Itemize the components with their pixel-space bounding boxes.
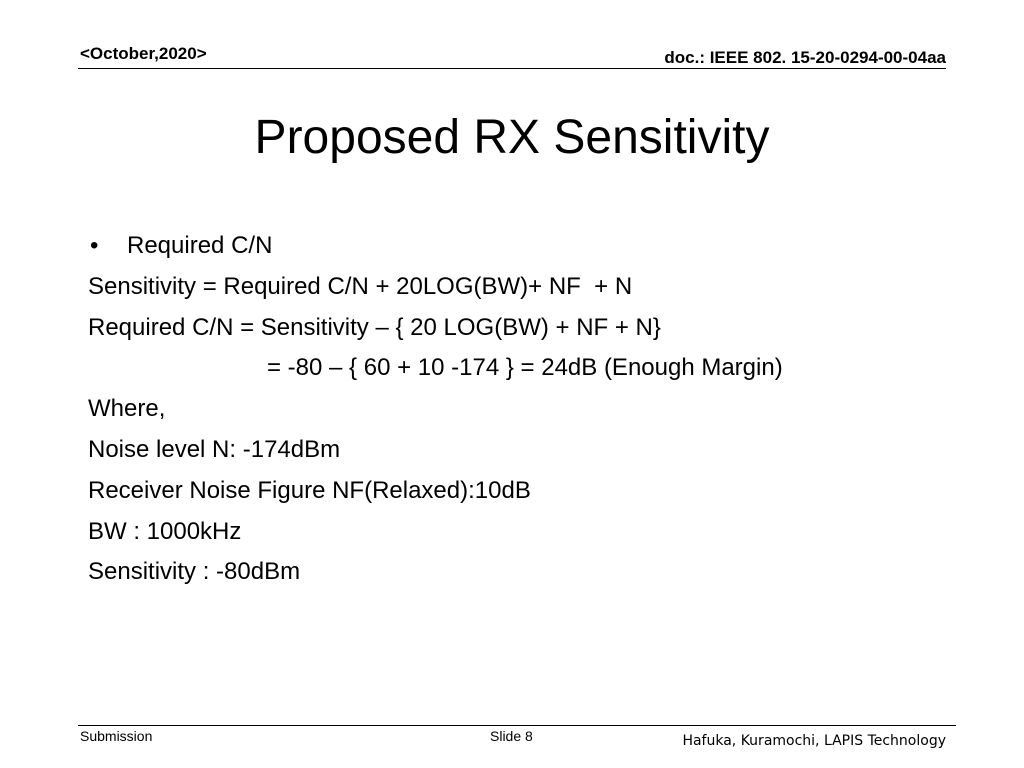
body-line-bandwidth: BW : 1000kHz [88, 517, 242, 545]
body-line-where: Where, [88, 395, 166, 423]
header-doc-id: doc.: IEEE 802. 15-20-0294-00-04aa [664, 48, 946, 67]
bullet-text: Required C/N [127, 232, 273, 259]
bullet-item [88, 226, 948, 267]
footer-slide-number: Slide 8 [490, 728, 533, 744]
body-line-cn-result: = -80 – { 60 + 10 -174 } = 24dB (Enough Margin) [267, 354, 783, 382]
body-line-noise-level: Noise level N: -174dBm [88, 435, 341, 463]
bullet-dot-icon: • [90, 232, 99, 259]
body-line-cn-formula: Required C/N = Sensitivity – { 20 LOG(BW) + NF + N} [88, 313, 661, 341]
slide-title: Proposed RX Sensitivity [254, 111, 770, 164]
footer-divider [78, 725, 956, 726]
header-date: <October,2020> [80, 44, 207, 63]
header-divider [78, 68, 946, 69]
footer-submission: Submission [80, 728, 153, 744]
body-line-noise-figure: Receiver Noise Figure NF(Relaxed):10dB [88, 476, 531, 504]
footer-authors: Hafuka, Kuramochi, LAPIS Technology [682, 733, 946, 749]
slide-body [88, 226, 948, 593]
body-line-sensitivity-formula: Sensitivity = Required C/N + 20LOG(BW)+ NF + N [88, 272, 633, 300]
body-line-sensitivity: Sensitivity : -80dBm [88, 558, 301, 586]
